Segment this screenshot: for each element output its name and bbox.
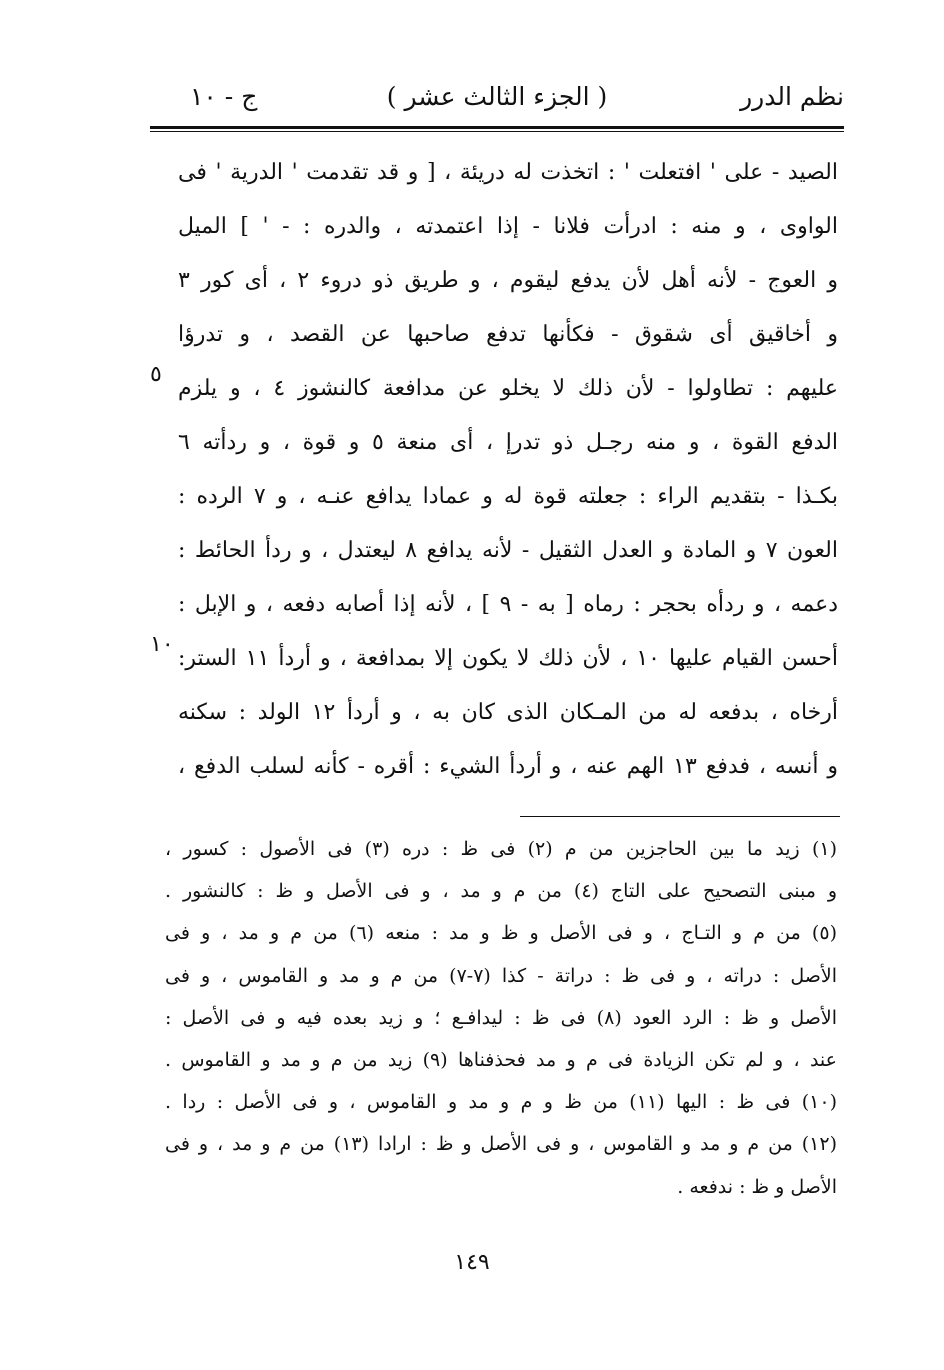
text-line: الدفع القوة ، و منه رجـل ذو تدرإ ، أى منعة ٥ و قوة ، و ردأته ٦ [178,430,838,455]
line-number-marker: ٥ [150,362,162,387]
book-title: نظم الدرر [740,82,844,111]
text-line: دعمه ، و ردأه بحجر : رماه [ به - ٩ ] ، لأنه إذا أصابه دفعه ، و الإبل : [178,592,838,617]
volume-label: ج - ١٠ [190,82,258,111]
text-line: الصيد - على ' افتعلت ' : اتخذت له دريئة ، [ و قد تقدمت ' الدرية ' فى [178,160,838,185]
text-line: و العوج - لأنه أهل لأن يدفع ليقوم ، و طريق ذو دروء ٢ ، أى كور ٣ [178,268,838,293]
text-line: و أخاقيق أى شقوق - فكأنها تدفع صاحبها عن القصد ، و تدرؤا [178,322,838,347]
header-rule [150,126,844,129]
text-line: و أنسه ، فدفع ١٣ الهم عنه ، و أردأ الشيء : أقره - كأنه لسلب الدفع ، [178,754,838,779]
text-line: بكـذا - بتقديم الراء : جعلته قوة له و عمادا يدافع عنـه ، و ٧ الرده : [178,484,838,509]
footnote-rule [520,816,840,817]
main-text [178,146,838,794]
footnote-line: (٥) من م و التـاج ، و فى الأصل و ظ و مد : منعه (٦) من م و مد ، و فى [165,922,837,945]
page-number: ١٤٩ [454,1250,490,1275]
footnote-line: (١٢) من م و مد و القاموس ، و فى الأصل و ظ : ارادا (١٣) من م و مد ، و فى [165,1133,837,1156]
footnote-line: (١) زيد ما بين الحاجزين من م (٢) فى ظ : دره (٣) فى الأصول : كسور ، [165,838,837,860]
running-header [150,82,844,122]
text-line: أرخاه ، بدفعه له من المـكان الذى كان به ، و أردأ ١٢ الولد : سكنه [178,700,838,725]
line-number-marker: ١٠ [150,632,174,657]
footnote-line: الأصل : دراته ، و فى ظ : دراتة - كذا (٧-٧) من م و مد و القاموس ، و فى [165,964,837,987]
part-label: ( الجزء الثالث عشر ) [386,82,608,111]
text-line: الواوى ، و منه : ادرأت فلانا - إذا اعتمدته ، والدره : - ' ] الميل [178,214,838,239]
footnote-line: عند ، و لم تكن الزيادة فى م و مد فحذفناها (٩) زيد من م و مد و القاموس . [165,1048,837,1071]
footnote-line: الأصل و ظ : ندفعه . [677,1175,837,1198]
header-rule-thin [150,131,844,132]
text-line: عليهم : تطاولوا - لأن ذلك لا يخلو عن مدافعة كالنشوز ٤ ، و يلزم [178,376,838,401]
text-line: العون ٧ و المادة و العدل الثقيل - لأنه يدافع ٨ ليعتدل ، و ردأ الحائط : [178,538,838,563]
footnote-line: و مبنى التصحيح على التاج (٤) من م و مد ، و فى الأصل و ظ : كالنشور . [165,880,837,903]
text-line: أحسن القيام عليها ١٠ ، لأن ذلك لا يكون إلا بمدافعة ، و أردأ ١١ الستر: [178,646,838,671]
footnote-line: الأصل و ظ : الرد العود (٨) فى ظ : ليدافـع ؛ و زيد بعده فيه و فى الأصل : [165,1006,837,1029]
footnotes [165,828,837,1208]
footnote-line: (١٠) فى ظ : اليها (١١) من ظ و م و مد و القاموس ، و فى الأصل : ردا . [165,1091,837,1114]
